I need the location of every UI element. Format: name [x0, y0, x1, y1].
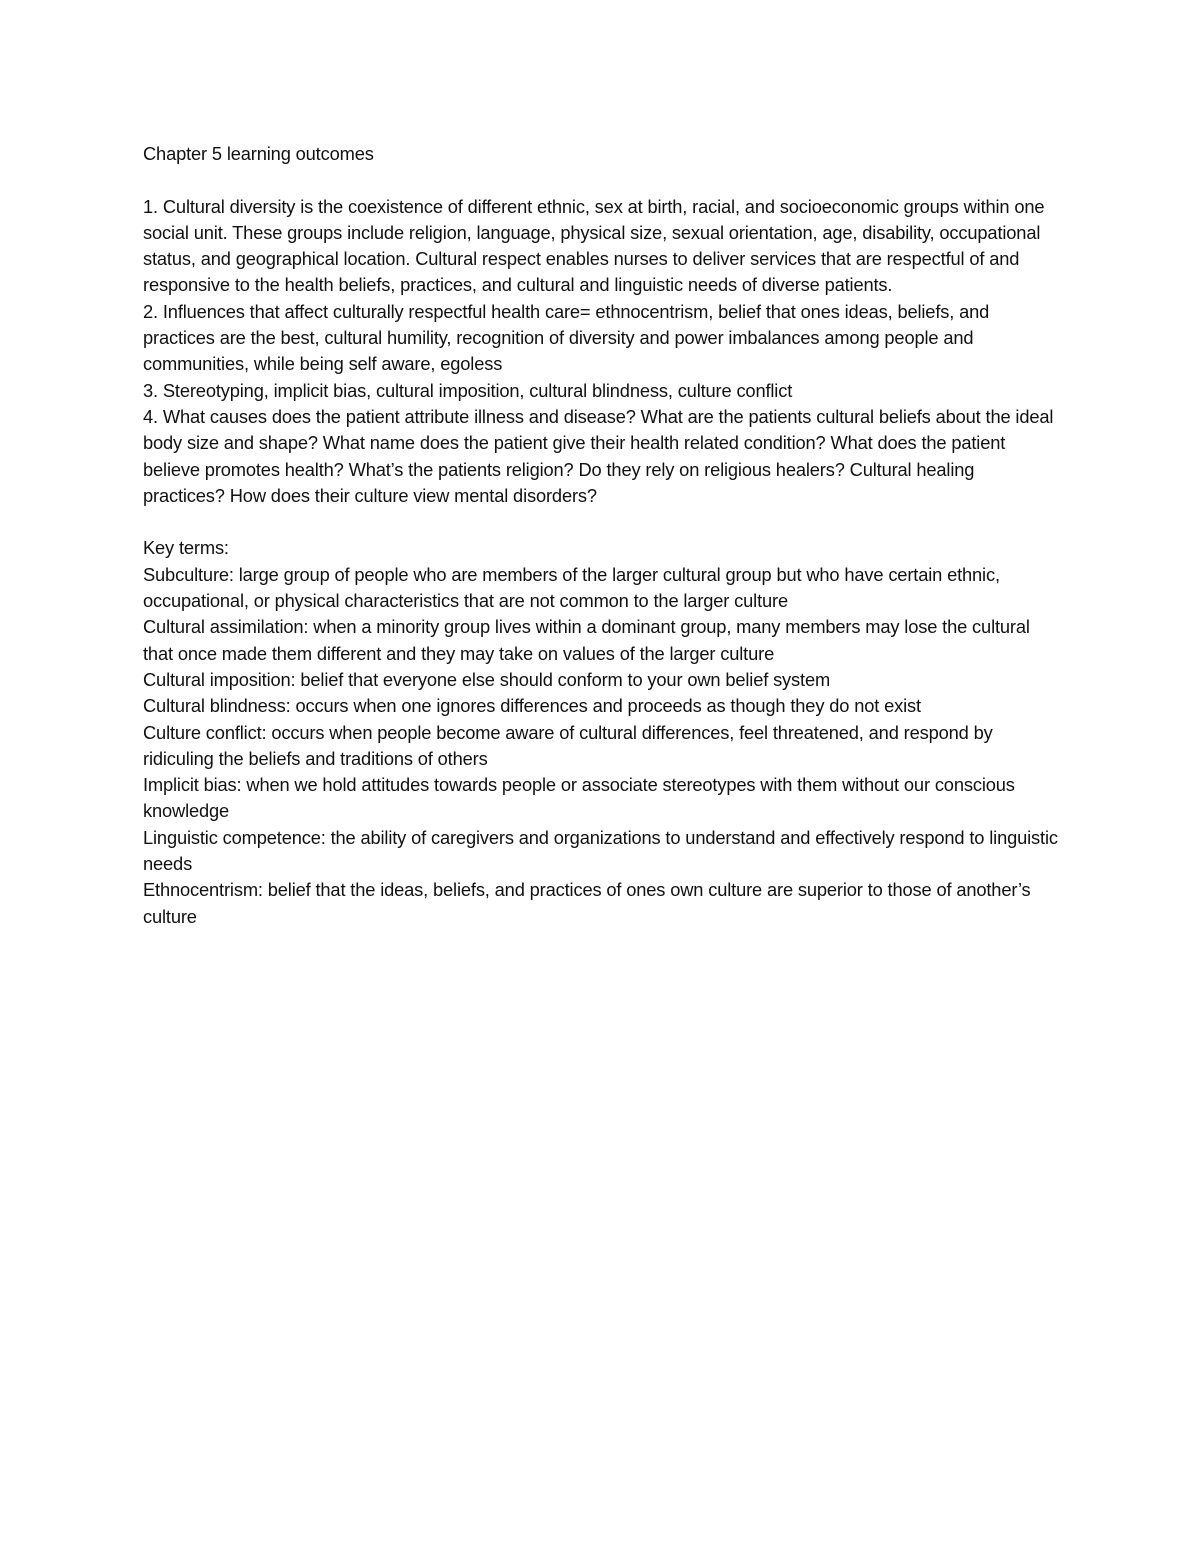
key-term-cultural-assimilation: Cultural assimilation: when a minority group lives within a dominant group, many members may lose the cultural that once made them different and they may take on values of the larger culture — [143, 616, 1030, 664]
outcome-1: 1. Cultural diversity is the coexistence of different ethnic, sex at birth, racial, and socioeconomic groups within one social unit. These groups include religion, language, physical size, sexual orientation, age, disability, occupational status, and geographical location. Cultural respect enables nurses to deliver services that are respectful of and responsive to the health beliefs, practices, and cultural and linguistic needs of diverse patients. — [143, 195, 1045, 296]
outcome-3: 3. Stereotyping, implicit bias, cultural imposition, cultural blindness, culture conflict — [143, 379, 793, 401]
document-title: Chapter 5 learning outcomes — [143, 143, 374, 164]
key-term-cultural-blindness: Cultural blindness: occurs when one ignores differences and proceeds as though they do not exist — [143, 695, 921, 717]
document-body — [143, 141, 1061, 930]
key-term-cultural-imposition: Cultural imposition: belief that everyone else should conform to your own belief system — [143, 668, 831, 690]
key-term-ethnocentrism: Ethnocentrism: belief that the ideas, beliefs, and practices of ones own culture are superior to those of another’s culture — [143, 879, 1031, 927]
key-terms-heading: Key terms: — [143, 537, 229, 559]
outcome-4: 4. What causes does the patient attribute illness and disease? What are the patients cultural beliefs about the ideal body size and shape? What name does the patient give their health related condition? What does the patient believe promotes health? What’s the patients religion? Do they rely on religious healers? Cultural healing practices? How does their culture view mental disorders? — [143, 405, 1054, 506]
key-term-linguistic-competence: Linguistic competence: the ability of caregivers and organizations to understand and effectively respond to linguistic needs — [143, 826, 1058, 875]
outcome-2: 2. Influences that affect culturally respectful health care= ethnocentrism, belief that ones ideas, beliefs, and practices are the best, cultural humility, recognition of diversity and power imbalances among people and communities, while being self aware, egoless — [143, 300, 990, 375]
key-term-culture-conflict: Culture conflict: occurs when people become aware of cultural differences, feel threatened, and respond by ridiculing the beliefs and traditions of others — [143, 721, 993, 769]
spacer — [143, 509, 1061, 535]
spacer — [143, 167, 1061, 193]
key-term-subculture: Subculture: large group of people who are members of the larger cultural group but who have certain ethnic, occupational, or physical characteristics that are not common to the larger culture — [143, 563, 1000, 612]
key-term-implicit-bias: Implicit bias: when we hold attitudes towards people or associate stereotypes with them without our conscious knowledge — [143, 774, 1015, 822]
